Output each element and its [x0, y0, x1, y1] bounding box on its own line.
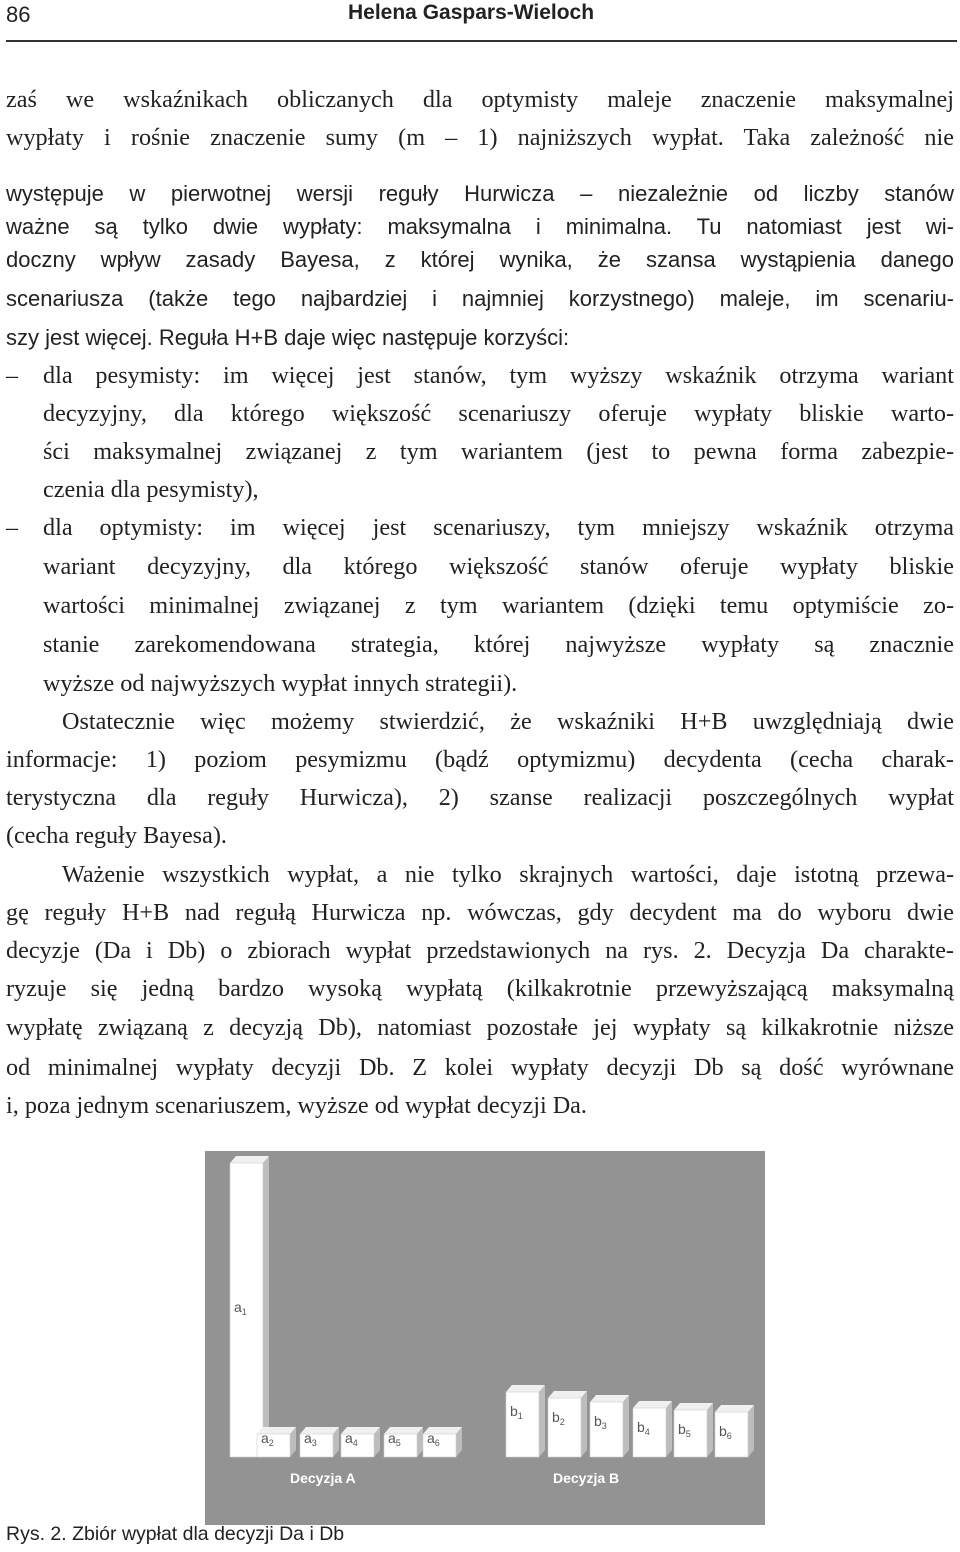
- list-item-line: ści maksymalnej związanej z tym wariantem (jest to pewna forma zabezpie-: [43, 438, 954, 465]
- text-line: terystyczna dla reguły Hurwicza), 2) szanse realizacji poszczególnych wypłat: [6, 784, 954, 811]
- text-line: scenariusza (także tego najbardziej i najmniej korzystnego) maleje, im scenariu-: [6, 286, 954, 311]
- bar-a2: [257, 1427, 296, 1457]
- header-rule: [6, 40, 957, 42]
- bar-top: [230, 1156, 269, 1163]
- bar-a4: [341, 1427, 380, 1457]
- bar-label: $b_4$: [637, 1419, 650, 1437]
- bar-label: $a_5$: [388, 1430, 401, 1448]
- bar-front: [548, 1398, 581, 1457]
- bar-a5: [384, 1427, 423, 1457]
- bar-side: [263, 1156, 269, 1457]
- list-item-line: wartości minimalnej związanej z tym wariantem (dzięki temu optymiście zo-: [43, 592, 954, 619]
- text-line: (cecha reguły Bayesa).: [6, 822, 227, 849]
- bar-b5: [674, 1403, 713, 1457]
- bar-top: [590, 1395, 629, 1402]
- bar-top: [548, 1391, 587, 1398]
- running-head: Helena Gaspars-Wieloch: [348, 1, 595, 24]
- bar-side: [581, 1391, 587, 1457]
- group-label: Decyzja A: [290, 1470, 356, 1486]
- text-line: gę reguły H+B nad regułą Hurwicza np. wówczas, gdy decydent ma do wyboru dwie: [6, 899, 954, 926]
- group-label: Decyzja B: [553, 1470, 620, 1486]
- bar-front: [506, 1392, 539, 1457]
- list-item-line: wariant decyzyjny, dla którego większość stanów oferuje wypłaty bliskie: [43, 553, 954, 580]
- bar-top: [674, 1403, 713, 1410]
- bar-a6: [423, 1427, 462, 1457]
- bar-label: $a_3$: [304, 1430, 317, 1448]
- bar-side: [707, 1403, 713, 1457]
- bar-label: $b_2$: [552, 1409, 565, 1427]
- text-line: ważne są tylko dwie wypłaty: maksymalna i minimalna. Tu natomiast jest wi-: [6, 214, 954, 239]
- bar-label: $b_1$: [510, 1403, 523, 1421]
- bar-label: $a_1$: [234, 1299, 247, 1317]
- list-item-line: wyższe od najwyższych wypłat innych strategii).: [43, 670, 518, 697]
- bar-label: $a_4$: [345, 1430, 358, 1448]
- text-line: szy jest więcej. Reguła H+B daje więc następuje korzyści:: [6, 325, 570, 350]
- bar-side: [539, 1385, 545, 1457]
- bar-top: [506, 1385, 545, 1392]
- text-line: i, poza jednym scenariuszem, wyższe od wypłat decyzji Da.: [6, 1092, 587, 1119]
- text-line: ryzuje się jedną bardzo wysoką wypłatą (kilkakrotnie przewyższającą maksymalną: [6, 975, 954, 1002]
- bar-label: $b_5$: [678, 1421, 691, 1439]
- list-item-line: stanie zarekomendowana strategia, której najwyższe wypłaty są znacznie: [43, 631, 954, 658]
- list-item-line: decyzyjny, dla którego większość scenariuszy oferuje wypłaty bliskie warto-: [43, 400, 954, 427]
- bar-b4: [633, 1401, 672, 1457]
- bar-label: $b_6$: [719, 1423, 732, 1441]
- text-line: zaś we wskaźnikach obliczanych dla optymisty maleje znaczenie maksymalnej: [6, 86, 954, 113]
- bar-b1: [506, 1385, 545, 1457]
- text-line: Ostatecznie więc możemy stwierdzić, że wskaźniki H+B uwzględniają dwie: [62, 708, 954, 735]
- bar-label: $a_6$: [427, 1430, 440, 1448]
- text-line: Ważenie wszystkich wypłat, a nie tylko skrajnych wartości, daje istotną przewa-: [62, 861, 954, 888]
- text-line: wypłatę związaną z decyzją Db), natomiast pozostałe jej wypłaty są kilkakrotnie niższe: [6, 1014, 954, 1041]
- list-item-line: dla pesymisty: im więcej jest stanów, tym wyższy wskaźnik otrzyma wariant: [43, 362, 954, 389]
- text-line: informacje: 1) poziom pesymizmu (bądź optymizmu) decydenta (cecha charak-: [6, 746, 954, 773]
- bar-b6: [715, 1405, 754, 1457]
- bar-label: $a_2$: [261, 1430, 274, 1448]
- list-dash: –: [6, 515, 18, 541]
- list-dash: –: [6, 363, 18, 389]
- figure-payoff-bars: [205, 1151, 765, 1525]
- bar-b3: [590, 1395, 629, 1457]
- text-line: występuje w pierwotnej wersji reguły Hurwicza – niezależnie od liczby stanów: [6, 181, 954, 206]
- text-line: decyzje (Da i Db) o zbiorach wypłat przedstawionych na rys. 2. Decyzja Da charakte-: [6, 937, 954, 964]
- list-item-line: czenia dla pesymisty),: [43, 476, 259, 503]
- text-line: od minimalnej wypłaty decyzji Db. Z kolei wypłaty decyzji Db są dość wyrównane: [6, 1054, 954, 1081]
- text-line: wypłaty i rośnie znaczenie sumy (m – 1) najniższych wypłat. Taka zależność nie: [6, 124, 954, 151]
- page-header: [6, 0, 956, 40]
- bar-top: [715, 1405, 754, 1412]
- bar-label: $b_3$: [594, 1413, 607, 1431]
- page-number: 86: [6, 2, 31, 27]
- bar-side: [623, 1395, 629, 1457]
- bar-b2: [548, 1391, 587, 1457]
- bar-side: [748, 1405, 754, 1457]
- bar-figure: [205, 1151, 765, 1525]
- bar-side: [666, 1401, 672, 1457]
- list-item-line: dla optymisty: im więcej jest scenariuszy, tym mniejszy wskaźnik otrzyma: [43, 514, 954, 541]
- bar-a1: [230, 1156, 269, 1457]
- bar-top: [633, 1401, 672, 1408]
- figure-caption: Rys. 2. Zbiór wypłat dla decyzji Da i Db: [6, 1523, 345, 1545]
- bar-a3: [300, 1427, 339, 1457]
- text-line: doczny wpływ zasady Bayesa, z której wynika, że szansa wystąpienia danego: [6, 247, 954, 272]
